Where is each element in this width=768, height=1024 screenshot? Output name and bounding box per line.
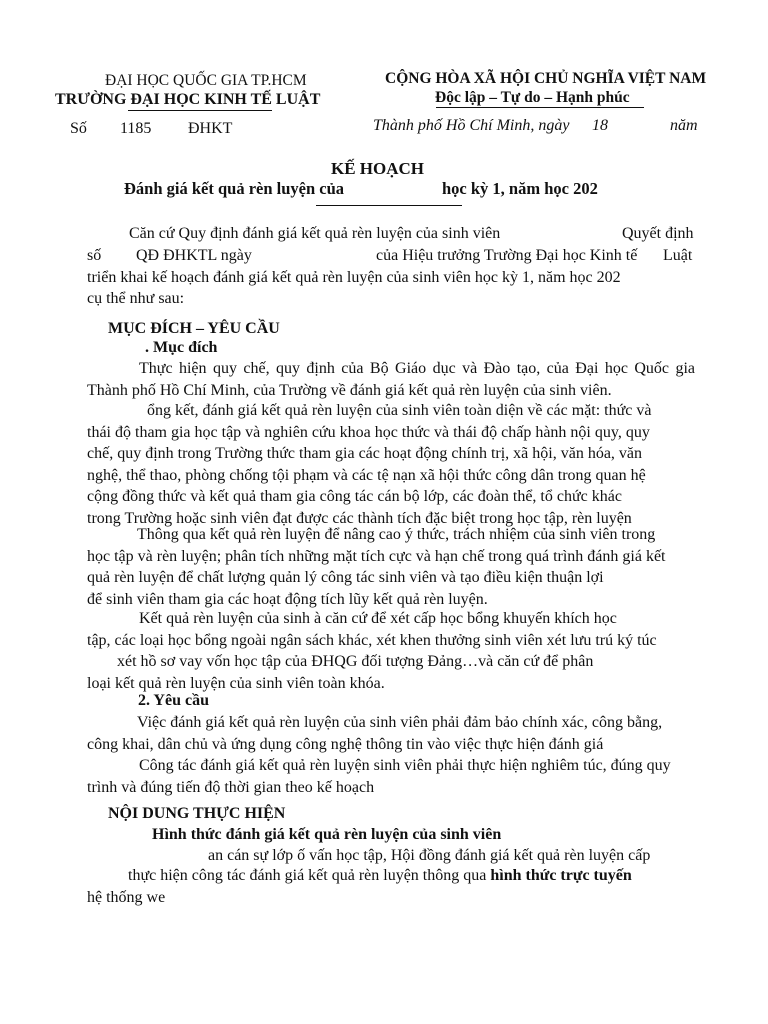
text-line: xét hồ sơ vay vốn học tập của ĐHQG đối tượng Đảng…và căn cứ để phân xyxy=(117,653,594,670)
implementation-line-1: an cán sự lớp ố vấn học tập, Hội đồng đánh giá kết quả rèn luyện cấp xyxy=(208,847,651,864)
school-prefix: TRƯỜNG xyxy=(55,91,131,108)
date-year-label: năm xyxy=(670,117,698,134)
date-day: 18 xyxy=(592,117,608,134)
school-underline xyxy=(128,110,272,111)
text-line: thái độ tham gia học tập và nghiên cứu khoa học thức và thái độ chấp hành nội quy, quy xyxy=(87,423,650,441)
text-line: Công tác đánh giá kết quả rèn luyện sinh viên phải thực hiện nghiêm túc, đúng quy xyxy=(139,757,671,774)
motto-underline xyxy=(436,107,644,108)
university-name: ĐẠI HỌC QUỐC GIA TP.HCM xyxy=(105,72,307,89)
subsection-requirements: 2. Yêu cầu xyxy=(138,692,209,709)
document-number: 1185 xyxy=(120,120,152,137)
text-line: quả rèn luyện để chất lượng quản lý công tác sinh viên và tạo điều kiện thuận lợi xyxy=(87,569,604,586)
section-heading-implementation: NỘI DUNG THỰC HIỆN xyxy=(108,805,286,822)
intro-line-4: cụ thể như sau: xyxy=(87,290,185,307)
text-line: chế, quy định trong Trường thức tham gia các hoạt động chính trị, xã hội, văn hóa, văn xyxy=(87,445,643,462)
text-line: cộng đồng thức và kết quả tham gia công tác cán bộ lớp, các đoàn thể, tổ chức khác xyxy=(87,488,622,505)
purpose-paragraph-4 xyxy=(87,608,695,694)
text-line: ổng kết, đánh giá kết quả rèn luyện của sinh viên toàn diện về các mặt: thức và xyxy=(147,402,652,419)
national-motto: Độc lập – Tự do – Hạnh phúc xyxy=(435,89,630,106)
text-line: để sinh viên tham gia các hoạt động tích lũy kết quả rèn luyện. xyxy=(87,590,488,608)
text-line: Kết quả rèn luyện của sinh à căn cứ để xét cấp học bổng khuyến khích học xyxy=(139,610,617,627)
purpose-paragraph-2 xyxy=(87,400,695,529)
intro-line-2d: Luật xyxy=(663,247,693,264)
subsection-purpose: . Mục đích xyxy=(145,339,218,356)
subtitle-underline xyxy=(316,205,462,206)
implementation-line-2 xyxy=(128,868,632,884)
school-underlined: ĐẠI HỌC KINH TẾ xyxy=(130,91,272,108)
intro-line-2c: của Hiệu trưởng Trường Đại học Kinh tế xyxy=(376,247,638,264)
implementation-line-2-text: thực hiện công tác đánh giá kết quả rèn luyện thông qua xyxy=(128,867,491,884)
text-line: nghệ, thể thao, phòng chống tội phạm và các tệ nạn xã hội thức công dân trong quan hệ xyxy=(87,466,646,484)
requirements-paragraph-2 xyxy=(87,755,695,798)
text-line: học tập và rèn luyện; phân tích những mặt tích cực và hạn chế trong quá trình đánh giá kết xyxy=(87,547,666,565)
purpose-paragraph-3 xyxy=(87,524,695,610)
place-date: Thành phố Hồ Chí Minh, ngày xyxy=(373,117,570,134)
document-number-suffix: ĐHKT xyxy=(188,120,233,137)
intro-line-1a: Căn cứ Quy định đánh giá kết quả rèn luyện của sinh viên xyxy=(129,225,501,242)
school-name xyxy=(55,92,320,108)
text-line: loại kết quả rèn luyện của sinh viên toàn khóa. xyxy=(87,674,385,692)
intro-line-2a: số xyxy=(87,247,102,264)
text-line: Thông qua kết quả rèn luyện để nâng cao ý thức, trách nhiệm của sinh viên trong xyxy=(137,526,656,543)
school-suffix: LUẬT xyxy=(271,91,321,108)
intro-line-2b: QĐ ĐHKTL ngày xyxy=(136,247,252,264)
purpose-paragraph-1 xyxy=(87,358,695,401)
document-subtitle-b: học kỳ 1, năm học 202 xyxy=(442,179,598,198)
intro-line-1b: Quyết định xyxy=(622,225,694,242)
text-line: Việc đánh giá kết quả rèn luyện của sinh viên phải đảm bảo chính xác, công bằng, xyxy=(137,714,663,731)
text-line: trong Trường hoặc sinh viên đạt được các thành tích đặc biệt trong học tập, rèn luyện xyxy=(87,509,632,527)
text-line: Thực hiện quy chế, quy định của Bộ Giáo dục và Đào tạo, của Đại học Quốc gia xyxy=(139,360,695,377)
subsection-assessment-form: Hình thức đánh giá kết quả rèn luyện của sinh viên xyxy=(152,826,502,843)
section-heading-purpose: MỤC ĐÍCH – YÊU CẦU xyxy=(108,320,280,337)
document-title: KẾ HOẠCH xyxy=(331,159,425,178)
text-line: Thành phố Hồ Chí Minh, của Trường về đánh giá kết quả rèn luyện của sinh viên. xyxy=(87,381,612,399)
document-number-label: Số xyxy=(70,120,87,137)
implementation-line-3: hệ thống we xyxy=(87,889,166,906)
text-line: công khai, dân chủ và ứng dụng công nghệ thông tin vào việc thực hiện đánh giá xyxy=(87,735,604,753)
text-line: trình và đúng tiến độ thời gian theo kế hoạch xyxy=(87,778,375,796)
intro-line-3: triển khai kế hoạch đánh giá kết quả rèn luyện của sinh viên học kỳ 1, năm học 202 xyxy=(87,269,621,286)
document-subtitle-a: Đánh giá kết quả rèn luyện của xyxy=(124,179,345,198)
republic-title: CỘNG HÒA XÃ HỘI CHỦ NGHĨA VIỆT NAM xyxy=(385,70,707,87)
requirements-paragraph-1 xyxy=(87,712,695,755)
text-line: tập, các loại học bổng ngoài ngân sách khác, xét khen thưởng sinh viên xét lưu trú ký túc xyxy=(87,631,657,649)
online-form-emphasis: hình thức trực tuyến xyxy=(490,867,632,884)
